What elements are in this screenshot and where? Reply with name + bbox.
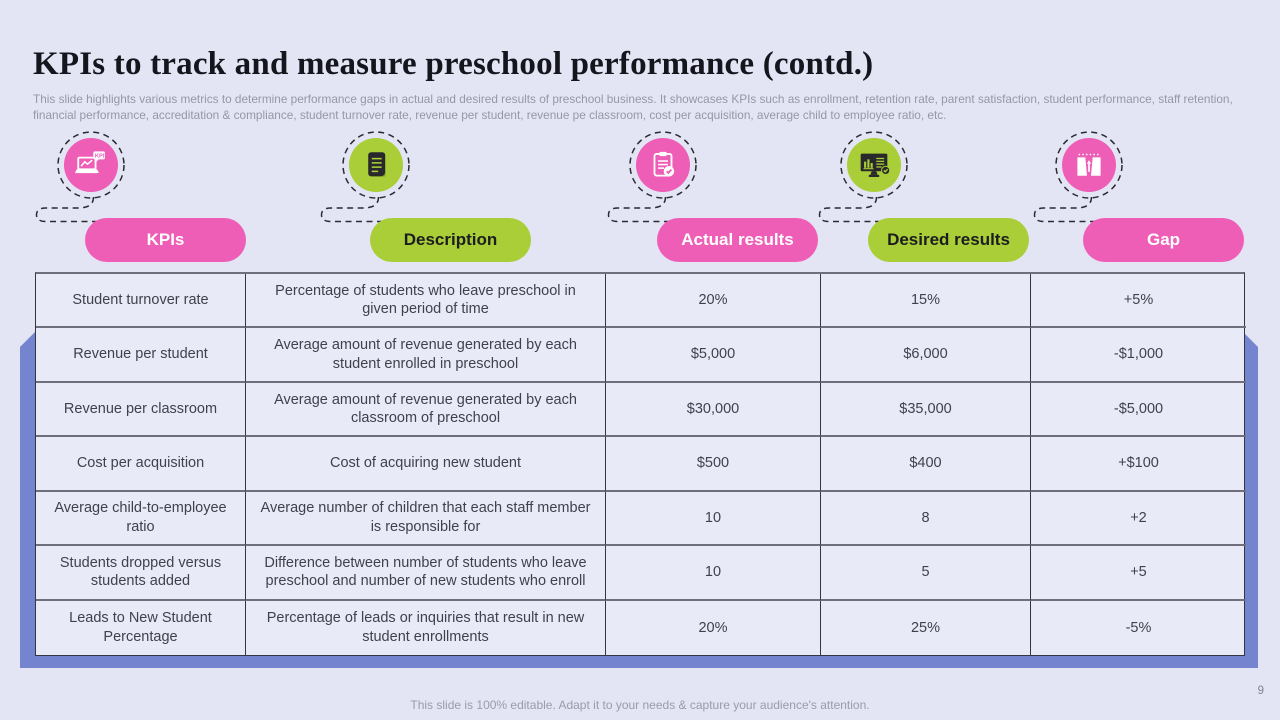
page-title: KPIs to track and measure preschool performance (contd.) xyxy=(33,46,874,83)
column-header-actual-results: Actual results xyxy=(657,218,818,262)
table-cell-gap: +2 xyxy=(1031,492,1246,546)
table-cell-kpi: Average child-to-employee ratio xyxy=(36,492,246,546)
header-group-desired-results xyxy=(813,130,1043,270)
column-header-desired-results: Desired results xyxy=(868,218,1029,262)
gap-icon-circle xyxy=(1062,138,1116,192)
actual-results-icon-circle xyxy=(636,138,690,192)
table-cell-gap: +5 xyxy=(1031,546,1246,600)
table-cell-kpi: Revenue per student xyxy=(36,328,246,382)
monitor-chart-icon xyxy=(857,148,891,182)
header-group-description xyxy=(315,130,545,270)
table-cell-actual: $500 xyxy=(606,437,821,491)
table-cell-kpi: Students dropped versus students added xyxy=(36,546,246,600)
table-cell-kpi: Leads to New Student Percentage xyxy=(36,601,246,655)
table-cell-desired: 5 xyxy=(821,546,1031,600)
scroll-document-icon xyxy=(359,148,393,182)
table-cell-gap: -5% xyxy=(1125,619,1152,636)
table-cell-actual: 10 xyxy=(606,546,821,600)
table-cell-desired: $400 xyxy=(821,437,1031,491)
table-cell-desired: 25% xyxy=(821,601,1031,655)
table-cell-desired: $6,000 xyxy=(821,328,1031,382)
kpi-laptop-icon xyxy=(74,148,108,182)
header-group-gap xyxy=(1028,130,1258,270)
table-cell-kpi: Student turnover rate xyxy=(36,274,246,328)
table-cell-actual: $30,000 xyxy=(606,383,821,437)
table-cell-kpi: Cost per acquisition xyxy=(36,437,246,491)
gap-arrow-icon xyxy=(1072,148,1106,182)
kpi-table xyxy=(35,272,1245,656)
table-cell-description: Average amount of revenue generated by each classroom of preschool xyxy=(246,383,606,437)
table-cell-gap: -$5,000 xyxy=(1031,383,1246,437)
description-icon-circle xyxy=(349,138,403,192)
clipboard-check-icon xyxy=(646,148,680,182)
kpis-icon-circle xyxy=(64,138,118,192)
table-cell-gap: -$1,000 xyxy=(1031,328,1246,382)
footer-note: This slide is 100% editable. Adapt it to your needs & capture your audience's attention. xyxy=(410,698,870,712)
table-cell-desired: $35,000 xyxy=(821,383,1031,437)
column-header-description: Description xyxy=(370,218,531,262)
table-cell-description: Average number of children that each staff member is responsible for xyxy=(246,492,606,546)
table-cell-description: Cost of acquiring new student xyxy=(246,437,606,491)
table-cell-actual: $5,000 xyxy=(606,328,821,382)
column-header-gap: Gap xyxy=(1083,218,1244,262)
table-cell-kpi: Revenue per classroom xyxy=(36,383,246,437)
header-group-actual-results xyxy=(602,130,832,270)
column-header-kpis: KPIs xyxy=(85,218,246,262)
table-cell-desired: 8 xyxy=(821,492,1031,546)
table-cell-gap: +5% xyxy=(1031,274,1246,328)
slide-description: This slide highlights various metrics to determine performance gaps in actual and desired results of preschool business. It showcases KPIs such as enrollment, retention rate, parent satisfaction, student performance, staff retention, financial performance, accreditation & compliance, student turnover rate, revenue per student, revenue pe classroom, cost per acquisition, average child to employee ratio, etc. xyxy=(33,91,1233,123)
page-number: 9 xyxy=(1257,685,1264,697)
svg-text:KPI: KPI xyxy=(94,153,105,160)
table-cell-actual: 20% xyxy=(606,601,821,655)
table-cell-description: Percentage of leads or inquiries that result in new student enrollments xyxy=(246,601,606,655)
table-cell-gap: +$100 xyxy=(1031,437,1246,491)
header-group-kpis xyxy=(30,130,260,270)
table-cell-description: Difference between number of students who leave preschool and number of new students who enroll xyxy=(246,546,606,600)
table-cell-description: Percentage of students who leave preschool in given period of time xyxy=(246,274,606,328)
desired-results-icon-circle xyxy=(847,138,901,192)
table-cell-actual: 20% xyxy=(606,274,821,328)
table-cell-description: Average amount of revenue generated by each student enrolled in preschool xyxy=(246,328,606,382)
table-cell-desired: 15% xyxy=(821,274,1031,328)
table-cell-actual: 10 xyxy=(606,492,821,546)
